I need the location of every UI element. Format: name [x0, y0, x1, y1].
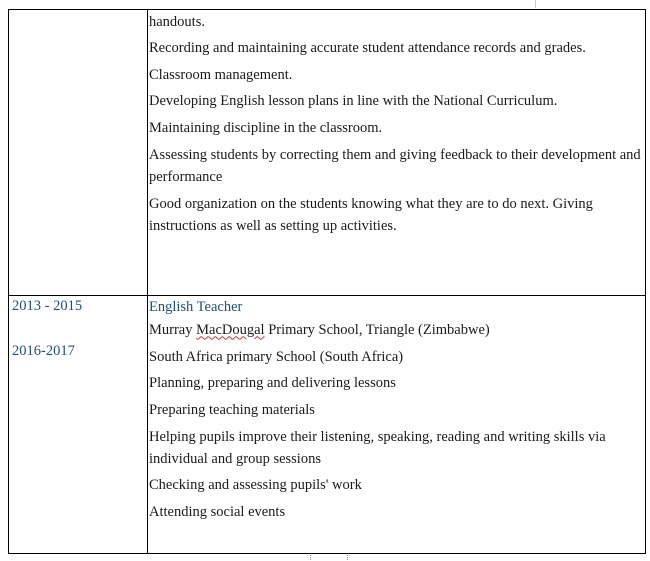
- duty-item: Preparing teaching materials: [149, 401, 315, 418]
- date-range: 2013 - 2015: [12, 297, 83, 314]
- table-row: [9, 295, 646, 553]
- job-title: English Teacher: [149, 298, 243, 315]
- date-range: 2016-2017: [12, 342, 75, 359]
- table-resize-handle[interactable]: [310, 555, 348, 560]
- duty-item: Planning, preparing and delivering lessons: [149, 374, 396, 391]
- school-name-suffix: Primary School, Triangle (Zimbabwe): [264, 321, 490, 338]
- duty-item: handouts.: [149, 14, 205, 30]
- duty-item: Attending social events: [149, 503, 286, 520]
- duty-item: Checking and assessing pupils' work: [149, 476, 362, 493]
- date-cell[interactable]: [9, 295, 148, 553]
- cv-experience-table: [8, 9, 646, 554]
- page-margin-marker: [535, 0, 536, 8]
- duty-item: Good organization on the students knowing what they are to do next. Giving instructions as well as setting up activities.: [149, 196, 593, 234]
- school-name: [149, 319, 641, 341]
- duty-item: Developing English lesson plans in line with the National Curriculum.: [149, 93, 558, 109]
- school-name-prefix: Murray: [149, 321, 197, 338]
- details-cell[interactable]: [148, 10, 646, 296]
- duty-item: Assessing students by correcting them and giving feedback to their development and performance: [149, 147, 641, 185]
- table-row: [9, 10, 646, 296]
- date-cell[interactable]: [9, 10, 148, 296]
- spellcheck-flagged-word[interactable]: MacDougal: [196, 321, 265, 338]
- duty-item: Helping pupils improve their listening, speaking, reading and writing skills via individual and group sessions: [149, 428, 606, 467]
- duty-item: Recording and maintaining accurate student attendance records and grades.: [149, 40, 586, 56]
- duty-item: Classroom management.: [149, 67, 293, 83]
- details-cell[interactable]: [148, 295, 646, 553]
- duty-item: Maintaining discipline in the classroom.: [149, 120, 383, 136]
- school-name: South Africa primary School (South Africa): [149, 348, 404, 365]
